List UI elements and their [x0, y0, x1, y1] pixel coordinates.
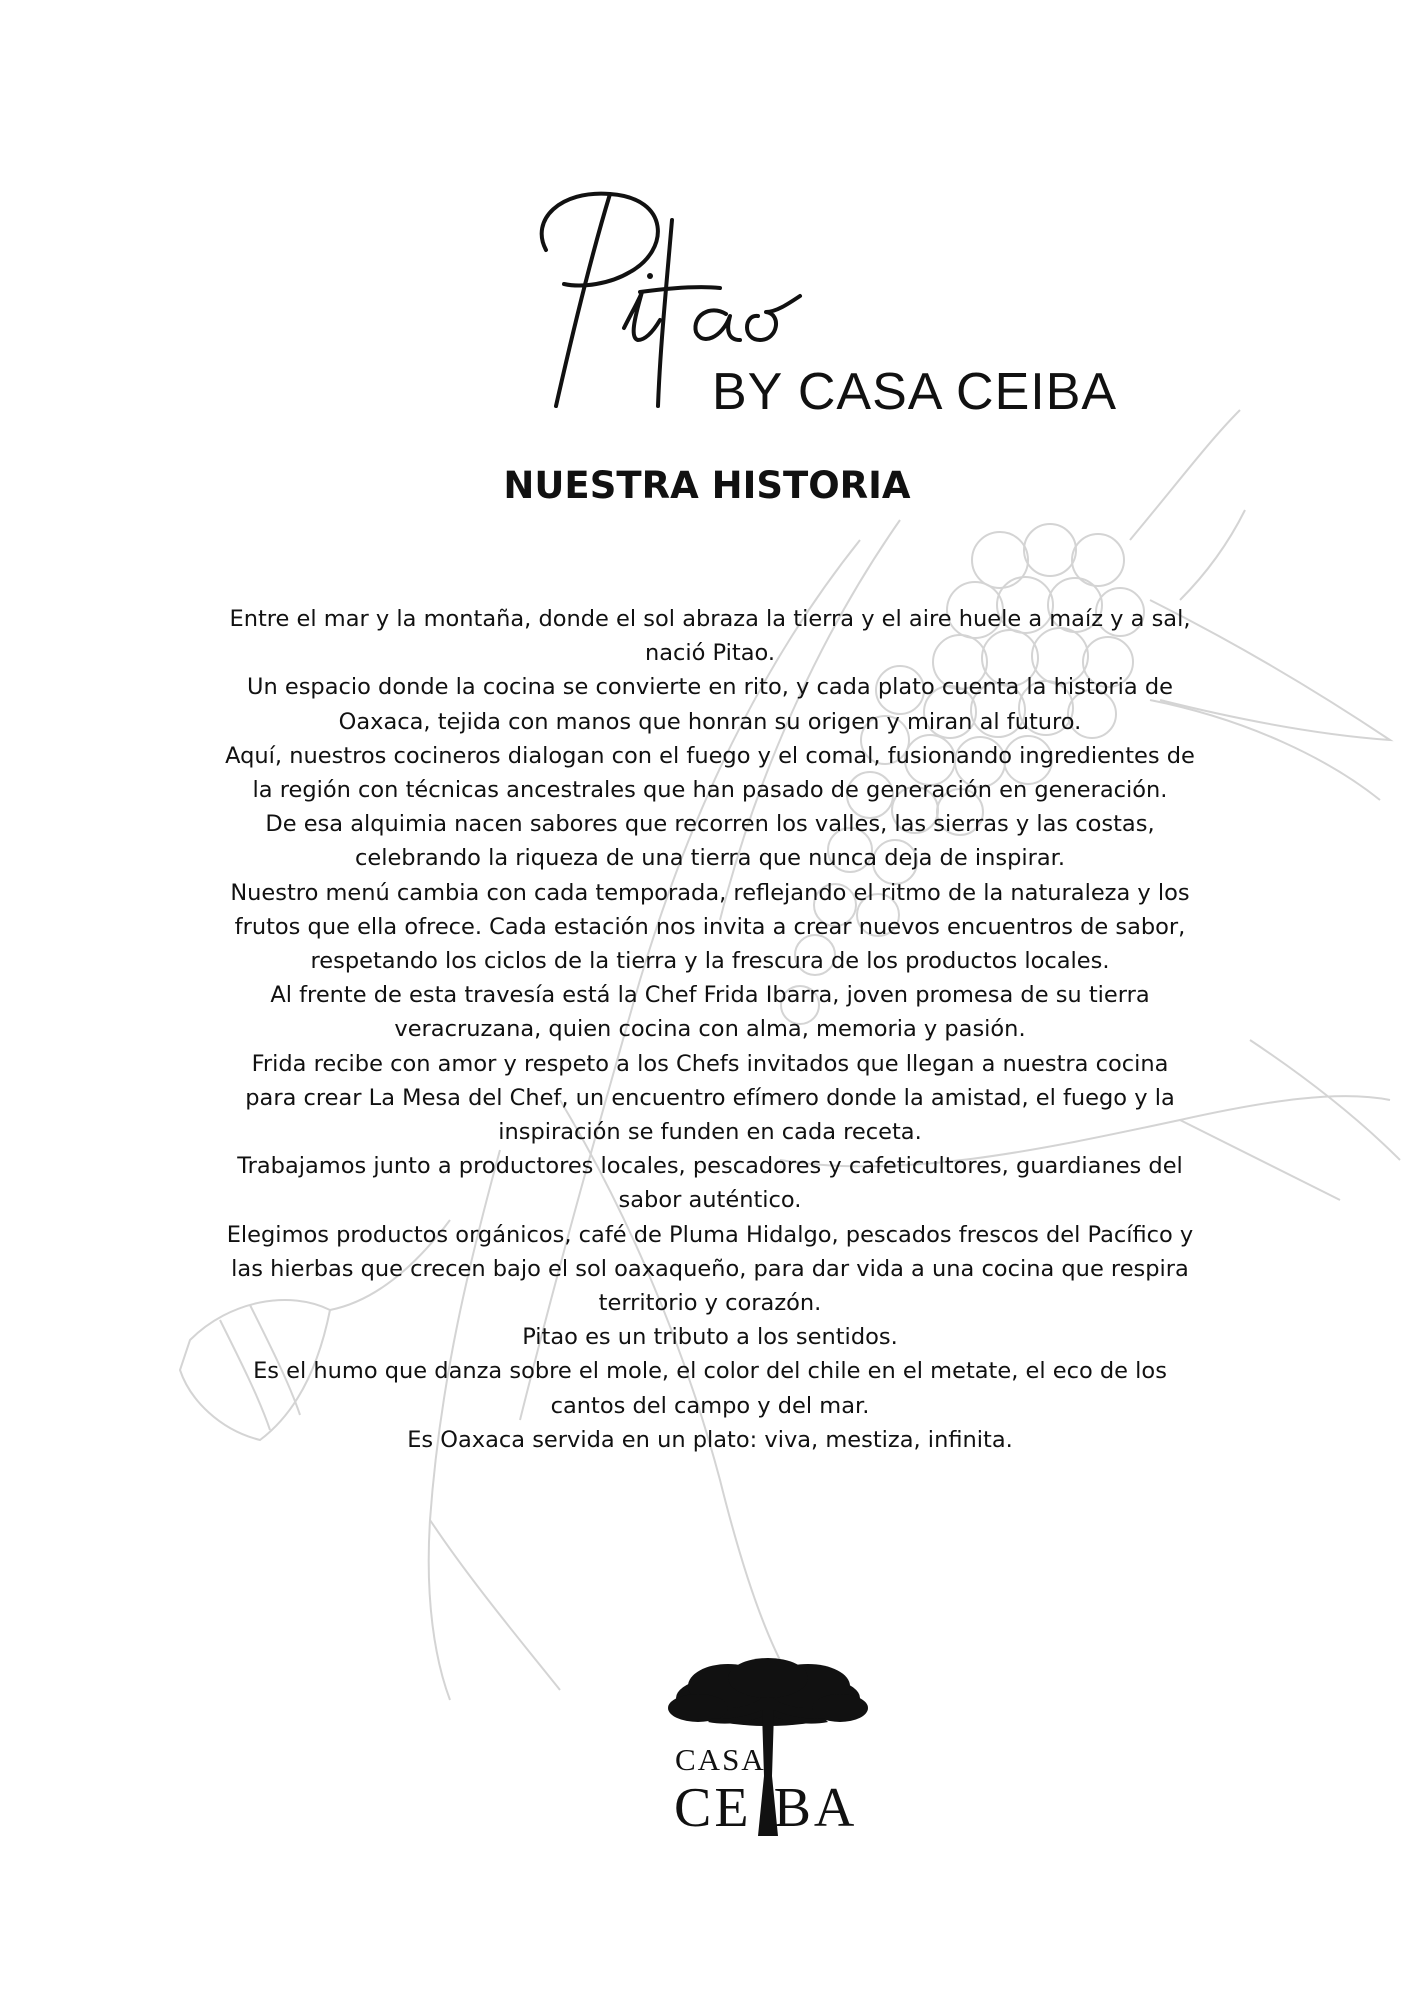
story-line: Elegimos productos orgánicos, café de Pluma Hidalgo, pescados frescos del Pacífico y [226, 1221, 1194, 1248]
story-text [180, 602, 1240, 1457]
story-line: las hierbas que crecen bajo el sol oaxaqueño, para dar vida a una cocina que respira [231, 1255, 1189, 1282]
story-line: Al frente de esta travesía está la Chef Frida Ibarra, joven promesa de su tierra [270, 982, 1150, 1009]
story-line: De esa alquimia nacen sabores que recorren los valles, las sierras y las costas, [265, 811, 1155, 838]
story-line: sabor auténtico. [618, 1187, 802, 1214]
story-line: Trabajamos junto a productores locales, pescadores y cafeticultores, guardianes del [237, 1153, 1183, 1180]
logo-word-ceiba-right: BA [773, 1777, 858, 1839]
story-line: Un espacio donde la cocina se convierte en rito, y cada plato cuenta la historia de [246, 674, 1173, 701]
story-line: Nuestro menú cambia con cada temporada, reflejando el ritmo de la naturaleza y los [230, 879, 1190, 906]
logo-word-ceiba-left: CE [674, 1777, 752, 1839]
story-line: Es el humo que danza sobre el mole, el color del chile en el metate, el eco de los [253, 1358, 1167, 1385]
story-line: Frida recibe con amor y respeto a los Chefs invitados que llegan a nuestra cocina [251, 1050, 1169, 1077]
story-line: para crear La Mesa del Chef, un encuentro efímero donde la amistad, el fuego y la [245, 1084, 1175, 1111]
story-line: Es Oaxaca servida en un plato: viva, mestiza, infinita. [407, 1426, 1013, 1453]
story-line: veracruzana, quien cocina con alma, memoria y pasión. [394, 1016, 1026, 1043]
story-line: la región con técnicas ancestrales que han pasado de generación en generación. [252, 777, 1168, 804]
story-line: Oaxaca, tejida con manos que honran su origen y miran al futuro. [338, 708, 1082, 735]
story-line: celebrando la riqueza de una tierra que nunca deja de inspirar. [355, 845, 1065, 872]
story-line: Aquí, nuestros cocineros dialogan con el fuego y el comal, fusionando ingredientes de [225, 742, 1195, 769]
story-line: nació Pitao. [644, 640, 776, 667]
logo-word-ceiba [674, 1776, 857, 1840]
story-line: frutos que ella ofrece. Cada estación nos invita a crear nuevos encuentros de sabor, [234, 913, 1186, 940]
story-line: inspiración se funden en cada receta. [498, 1119, 922, 1146]
story-line: cantos del campo y del mar. [550, 1392, 870, 1419]
logo-word-casa: CASA [675, 1742, 766, 1777]
story-line: Pitao es un tributo a los sentidos. [522, 1324, 898, 1351]
story-line: respetando los ciclos de la tierra y la frescura de los productos locales. [310, 948, 1110, 975]
story-line: Entre el mar y la montaña, donde el sol abraza la tierra y el aire huele a maíz y a sal, [229, 606, 1191, 632]
brand-subtitle: BY CASA CEIBA [712, 363, 1118, 421]
story-line: territorio y corazón. [598, 1290, 822, 1317]
section-title: NUESTRA HISTORIA [503, 464, 911, 507]
